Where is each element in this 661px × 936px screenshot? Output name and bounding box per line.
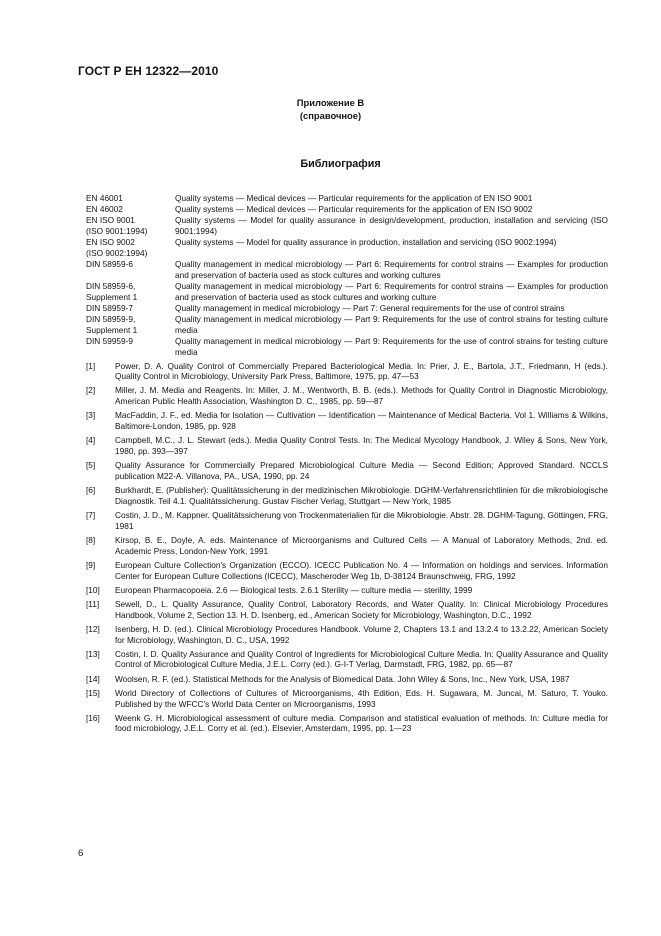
reference-number: [9] <box>86 559 96 570</box>
reference-entry <box>86 410 608 431</box>
standard-code: EN 46002 <box>86 204 123 215</box>
reference-number: [14] <box>86 673 100 684</box>
standard-entry <box>86 193 608 204</box>
standard-title: Quality management in medical microbiology — Part 9: Requirements for the use of control strains for testing culture media <box>175 336 608 357</box>
reference-number: [15] <box>86 687 100 698</box>
reference-text: Sewell, D., L. Quality Assurance, Quality Control, Laboratory Records, and Water Quality. In: Clinical Microbiology Procedures Handbook, Volume 2, Section 13. H. D. Isenberg, ed., American Society for Microbiology, Washington, D.C., 1992 <box>115 598 608 620</box>
reference-entry <box>86 688 608 709</box>
reference-entry <box>86 713 608 734</box>
reference-entry <box>86 535 608 556</box>
reference-text: Costin, I. D. Quality Assurance and Quality Control of Ingredients for Microbiological Culture Media. In: Quality Assurance and Quality Control of Microbiological Culture Media, J.E.L. Corry (ed.). G-I-T Verlag, Darmstadt, FRG, 1982, pp. 65—87 <box>115 648 608 670</box>
standard-code: DIN 58959-6 <box>86 259 134 270</box>
reference-number: [7] <box>86 509 96 520</box>
reference-text: Burkhardt, E. (Publisher): Qualitätssicherung in der medizinischen Mikrobiologie. DGHM-Verfahrensrichtlinien für die mikrobiologische Diagnostik. Teil 4.1. Qualitätssicherung. Gustav Fischer Verlag, Stuttgart — New York, 1985 <box>115 485 608 506</box>
standard-title: Quality systems — Model for quality assurance in design/development, production, installation and servicing (ISO 9001:1994) <box>175 215 608 237</box>
standard-code: DIN 58959-7 <box>86 303 134 314</box>
standard-code: DIN 59959-9 <box>86 336 134 347</box>
standard-title: Quality management in medical microbiology — Part 6: Requirements for control strains — Examples for production and preservation of bacteria used as stock cultures and working cultures <box>175 259 608 280</box>
standard-title: Quality management in medical microbiology — Part 6: Requirements for control strains — Examples for production and preservation of bacteria used as stock cultures and working culture <box>175 281 608 302</box>
reference-entry <box>86 385 608 406</box>
reference-entry <box>86 361 608 382</box>
reference-entry <box>86 585 608 596</box>
reference-text: Quality Assurance for Commercially Prepared Microbiological Culture Media — Second Edition; Approved Standard. NCCLS publication M22-A. Villanova, PA., USA, 1990, pp. 24 <box>115 460 608 481</box>
reference-text: European Culture Collection's Organization (ECCO). ICECC Publication No. 4 — Information on holdings and services. Information Center for European Culture Collections (ICECC), Mascheroder Weg 1b, D-38124 Braunschweig, FRG, 1992 <box>115 559 608 581</box>
standard-title: Quality management in medical microbiology — Part 9: Requirements for the use of control strains for testing culture media <box>175 314 608 335</box>
reference-text: European Pharmacopoeia. 2.6 — Biological tests. 2.6.1 Sterility — culture media — sterility, 1999 <box>115 584 473 595</box>
reference-entry <box>86 485 608 506</box>
standard-title: Quality systems — Medical devices — Particular requirements for the application of EN ISO 9002 <box>175 204 533 215</box>
reference-number: [5] <box>86 460 96 471</box>
reference-text: MacFaddin, J. F., ed. Media for Isolation — Cultivation — Identification — Maintenance of Medical Bacteria. Vol 1. Williams & Wilkins, Baltimore-London, 1985, pp. 928 <box>115 410 608 432</box>
reference-text: World Directory of Collections of Cultures of Microorganisms, 4th Edition, Eds. H. Sugawara, M. Juncai, M. Saturo, T. Youko. Published by the WFCC's World Data Center on Microorganisms, 1993 <box>115 687 608 709</box>
reference-text: Costin, J. D., M. Kappner. Qualitätssicherung von Trockenmaterialien für die Mikrobiologie. Abstr. 28. DGHM-Tagung, Göttingen, FRG, 1981 <box>115 509 608 531</box>
annex-subtitle: (справочное) <box>299 110 362 121</box>
reference-number: [12] <box>86 623 100 634</box>
bibliography-list <box>86 193 608 738</box>
reference-number: [2] <box>86 385 96 396</box>
standard-entry <box>86 281 608 302</box>
reference-number: [1] <box>86 360 96 371</box>
reference-entry <box>86 599 608 620</box>
reference-number: [11] <box>86 598 100 609</box>
reference-entry <box>86 435 608 456</box>
standard-code: DIN 58959-6, Supplement 1 <box>86 281 138 302</box>
standard-title: Quality management in medical microbiology — Part 7: General requirements for the use of control strains <box>175 303 565 314</box>
reference-number: [4] <box>86 435 96 446</box>
reference-number: [8] <box>86 534 96 545</box>
reference-number: [6] <box>86 485 96 496</box>
reference-text: Kirsop, B. E., Doyle, A. eds. Maintenance of Microorganisms and Cultured Cells — A Manual of Laboratory Methods, 2nd. ed. Academic Press, London-New York, 1991 <box>115 534 608 556</box>
reference-entry <box>86 460 608 481</box>
reference-number: [16] <box>86 712 100 723</box>
standard-title: Quality systems — Model for quality assurance in production, installation and servicing (ISO 9002:1994) <box>175 237 557 248</box>
reference-entry <box>86 649 608 670</box>
reference-number: [3] <box>86 410 96 421</box>
standard-code: DIN 58959-9, Supplement 1 <box>86 314 138 335</box>
annex-heading <box>0 96 661 122</box>
reference-entry <box>86 624 608 645</box>
reference-number: [13] <box>86 648 100 659</box>
reference-entry <box>86 674 608 685</box>
standard-entry <box>86 336 608 357</box>
reference-entry <box>86 560 608 581</box>
standard-code: EN 46001 <box>86 193 123 203</box>
standard-header: ГОСТ Р ЕН 12322—2010 <box>78 64 219 78</box>
standard-code: EN ISO 9002 (ISO 9002:1994) <box>86 237 148 259</box>
annex-title: Приложение В <box>296 97 365 108</box>
reference-text: Power, D. A. Quality Control of Commercially Prepared Bacteriological Media. In: Prier, J. E., Bartola, J.T., Friedmann, H (eds.). Quality Control in Microbiology, University Park Press, Baltimore, 1975, pp. 47—53 <box>115 360 608 382</box>
bibliography-title: Библиография <box>300 158 381 170</box>
standard-entry <box>86 237 608 258</box>
standard-entry <box>86 215 608 236</box>
reference-number: [10] <box>86 584 100 595</box>
standard-entry <box>86 303 608 314</box>
reference-text: Woolsen, R. F. (ed.). Statistical Methods for the Analysis of Biomedical Data. John Wiley & Sons, Inc., New York, USA, 1987 <box>115 673 570 684</box>
reference-text: Campbell, M.C., J. L. Stewart (eds.). Media Quality Control Tests. In: The Medical Mycology Handbook, J. Wiley & Sons, New York, 1980, pp. 393—397 <box>115 435 608 456</box>
standard-entry <box>86 204 608 215</box>
reference-text: Weenk G. H. Microbiological assessment of culture media. Comparison and statistical evaluation of methods. In: Culture media for food microbiology, J.E.L. Corry et al. (ed.). Elsevier, Amsterdam, 1995, pp. 1—23 <box>115 712 608 734</box>
standard-title: Quality systems — Medical devices — Particular requirements for the application of EN ISO 9001 <box>175 193 533 203</box>
standard-entry <box>86 259 608 280</box>
reference-text: Miller, J. M. Media and Reagents. In: Miller, J. M., Wentworth, B. B. (eds.). Methods for Quality Control in Diagnostic Microbiology, American Public Health Association, Washington D. C., 1985, pp. 59—87 <box>115 385 608 407</box>
reference-entry <box>86 510 608 531</box>
standard-code: EN ISO 9001 (ISO 9001:1994) <box>86 215 148 237</box>
reference-text: Isenberg, H. D. (ed.). Clinical Microbiology Procedures Handbook. Volume 2, Chapters 13.1 and 13.2.4 to 13.2.22, American Society for Microbiology, Washington, D. C., USA, 1992 <box>115 623 608 645</box>
standard-entry <box>86 314 608 335</box>
page-number: 6 <box>78 848 84 859</box>
